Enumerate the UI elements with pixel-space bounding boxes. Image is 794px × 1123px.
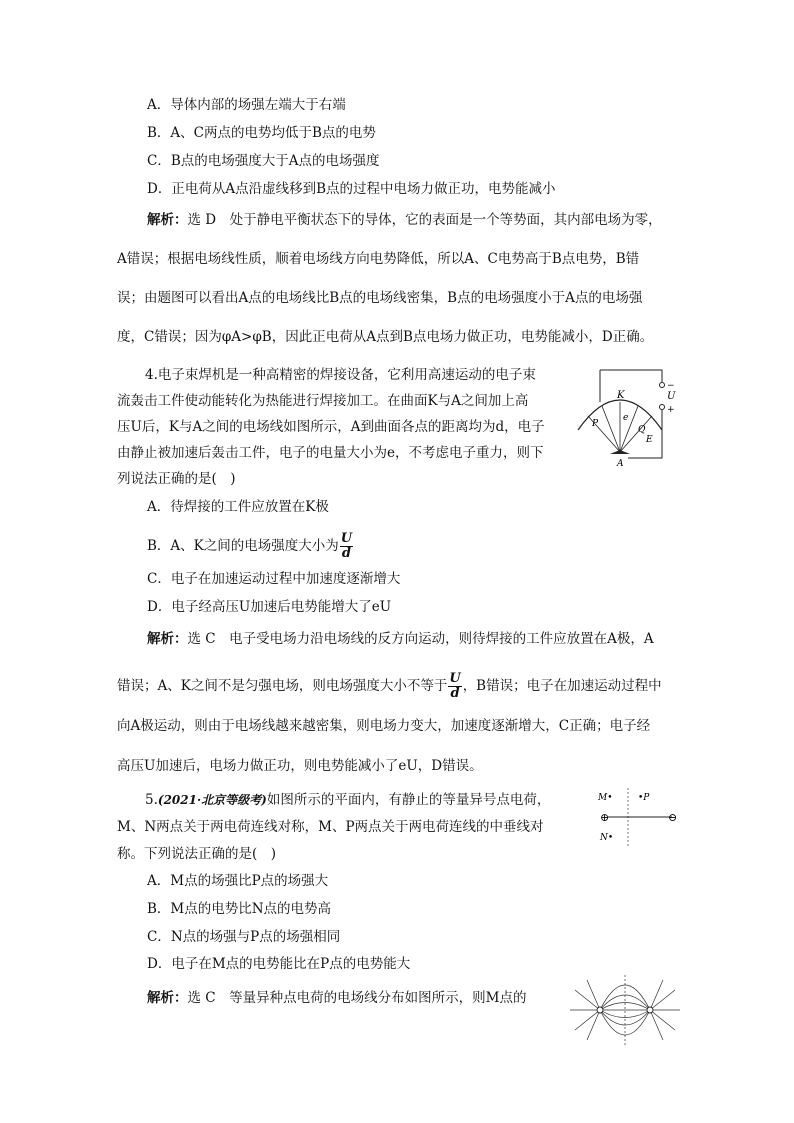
q4-stem-line-2: 流轰击工件使动能转化为热能进行焊接加工。在曲面K与A之间加上高 [117,393,529,409]
q5-option-d: D．电子在M点的电势能比在P点的电势能大 [147,956,411,972]
a-label: A [617,459,624,469]
q4-analysis-line-2: 错误；A、K之间不是匀强电场，则电场强度大小不等于 $\frac{U}{d}$ ，B错误；电子在加速运动过程中 [117,671,662,701]
negative-charge: ⊖ [668,811,678,824]
p-label: P [592,419,599,429]
q5-stem-line-3: 称。下列说法正确的是( ) [117,846,277,862]
q3-analysis-text: 选 D 处于静电平衡状态下的导体，它的表面是一个等势面，其内部电场为零， [187,212,662,228]
q3-analysis-line-2: A错误；根据电场线性质，顺着电场线方向电势降低，所以A、C电势高于B点电势，B错 [117,251,640,267]
u-over-d-fraction: $\frac{U}{d}$ [449,671,461,701]
voltage-label: U [667,391,676,402]
analysis-label: 解析： [147,212,188,228]
negative-charge-dot [647,1007,653,1013]
k-label: K [617,390,625,401]
q4-stem-line-3: 压U后，K与A之间的电场线如图所示，A到曲面各点的距离均为d，电子 [117,419,545,435]
q4-option-c: C．电子在加速运动过程中加速度逐渐增大 [147,571,401,587]
u-over-d-fraction: $\frac{U}{d}$ [340,531,353,561]
electrode-a [610,450,630,454]
positive-charge: ⊕ [600,811,610,824]
q5-option-b: B．M点的电势比N点的电势高 [147,901,332,917]
q4-option-b-text: B．A、K之间的电场强度大小为 [147,538,339,554]
q-label: Q [638,425,646,435]
q3-option-d: D．正电荷从A点沿虚线移到B点的过程中电场力做正功，电势能减小 [147,181,556,197]
q5-option-a: A．M点的场强比P点的场强大 [147,873,329,889]
q3-analysis-line-4: 度，C错误；因为φA>φB，因此正电荷从A点到B点电场力做正功，电势能减小，D正确。 [117,329,654,345]
q5-charges-figure [598,788,688,848]
q4-analysis-line-3: 向A极运动，则由于电场线越来越密集，则电场力变大，加速度逐渐增大，C正确；电子经 [117,718,651,734]
e-field-label: E [646,435,653,445]
q4-stem-line-5: 列说法正确的是( ) [117,471,236,487]
q3-option-c: C．B点的电场强度大于A点的电场强度 [147,153,380,169]
m-point-label: M• [598,793,613,803]
q4-analysis-first-line [147,630,654,648]
analysis-label: 解析： [147,990,188,1006]
q3-option-b: B．A、C两点的电势均低于B点的电势 [147,125,376,141]
q5-stem-line-2: M、N两点关于两电荷连线对称，M、P两点关于两电荷连线的中垂线对 [117,819,544,835]
q3-analysis-line-3: 误；由题图可以看出A点的电场线比B点的电场线密集，B点的电场强度小于A点的电场强 [117,290,643,306]
negative-terminal-label: − [667,381,675,391]
analysis-label: 解析： [147,631,188,647]
p-point-label: •P [638,793,650,803]
q5-option-c: C．N点的场强与P点的场强相同 [147,929,341,945]
q5-analysis-text: 选 C 等量异种点电荷的电场线分布如图所示，则M点的 [187,990,527,1006]
q4-stem-line-4: 由静止被加速后轰击工件，电子的电量大小为e，不考虑电子重力，则下 [117,445,544,461]
q4-electron-beam-figure [570,360,690,470]
q4-analysis-text: 选 C 电子受电场力沿电场线的反方向运动，则待焊接的工件应放置在A极，A [187,631,654,647]
positive-terminal-label: + [667,405,675,415]
n-point-label: N• [600,833,614,843]
electron-label: e [623,413,629,423]
q3-analysis-first-line [147,211,662,229]
q4-option-a: A．待焊接的工件应放置在K极 [147,499,329,515]
q5-stem-line-1: 5.(2021·北京等级考)如图所示的平面内，有静止的等量异号点电荷， [145,792,551,808]
q5-source: (2021·北京等级考) [157,793,267,807]
positive-charge-dot [597,1007,603,1013]
q4-option-d: D．电子经高压U加速后电势能增大了eU [147,599,392,615]
q4-option-b [147,532,354,561]
dipole-field-lines-figure [565,975,685,1045]
q4-analysis-line-4: 高压U加速后，电场力做正功，则电势能减小了eU，D错误。 [117,758,483,774]
q5-analysis-first-line [147,989,526,1007]
q3-option-a: A．导体内部的场强左端大于右端 [147,97,346,113]
q4-stem-line-1: 4.电子束焊机是一种高精密的焊接设备，它利用高速运动的电子束 [145,367,536,383]
